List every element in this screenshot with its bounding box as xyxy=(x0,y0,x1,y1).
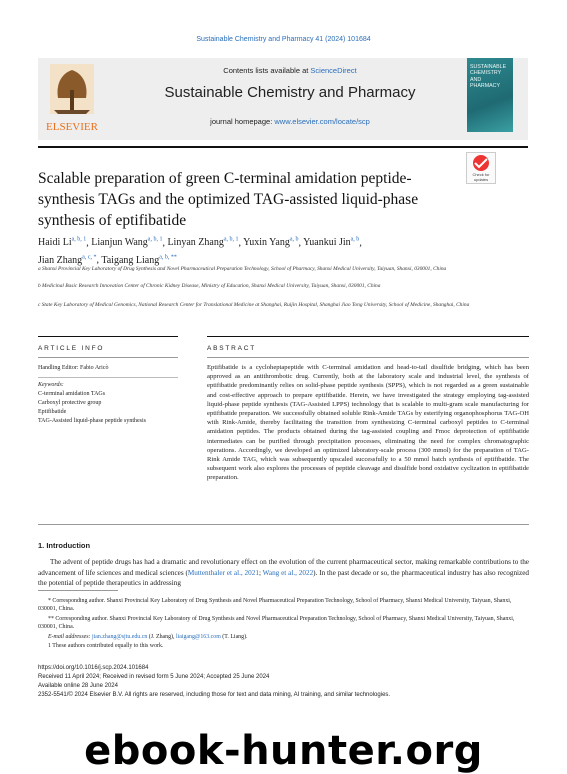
intro-heading: 1. Introduction xyxy=(38,541,91,550)
homepage-link[interactable]: www.elsevier.com/locate/scp xyxy=(274,117,370,126)
abstract-end-rule xyxy=(38,524,529,525)
abstract-rule xyxy=(207,336,529,337)
cover-title: SUSTAINABLE CHEMISTRY AND PHARMACY xyxy=(470,64,507,90)
keyword: C-terminal amidation TAGs xyxy=(38,391,106,397)
available-online: Available online 28 June 2024 xyxy=(38,683,118,689)
footnote-corresponding-2: ** Corresponding author. Shanxi Provincial Key Laboratory of Drug Synthesis and Novel Pharmaceutical Preparation Technology, School of Pharmacy, Shanxi Medical University, Taiyuan, Shanxi, 030001, China. xyxy=(38,616,515,631)
author[interactable]: Yuxin Yang$^{a, b}$ xyxy=(243,237,299,249)
keywords-rule xyxy=(38,377,178,378)
footnote-corresponding-1: * Corresponding author. Shanxi Provincial Key Laboratory of Drug Synthesis and Novel Pharmaceutical Preparation Technology, School of Pharmacy, Shanxi Medical University, Taiyuan, Shanxi, 030001, China. xyxy=(38,598,512,613)
author[interactable]: Taigang Liang$^{a, b, **}$ xyxy=(101,254,177,266)
footnote-rule xyxy=(38,590,118,591)
keywords-label: Keywords: xyxy=(38,382,64,388)
keyword: TAG-Assisted liquid-phase peptide synthesis xyxy=(38,418,147,424)
journal-cover xyxy=(467,58,513,132)
journal-reference[interactable]: Sustainable Chemistry and Pharmacy 41 (2024) 101684 xyxy=(196,36,371,43)
badge-label: Check for updates xyxy=(472,172,490,182)
author[interactable]: Lianjun Wang$^{a, b, 1}$ xyxy=(91,237,163,249)
contents-line xyxy=(110,66,470,75)
keyword: Eptifibatide xyxy=(38,409,67,415)
email-link[interactable]: liaigang@163.com xyxy=(175,634,221,640)
author[interactable]: Haidi Li$^{a, b, 1}$ xyxy=(38,237,87,249)
doi-link[interactable]: https://doi.org/10.1016/j.scp.2024.101684 xyxy=(38,665,149,671)
contents-prefix: Contents lists available at xyxy=(223,66,311,75)
citation-link[interactable]: Muttenthaler et al., 2021 xyxy=(187,568,259,577)
elsevier-logo xyxy=(42,60,102,136)
abstract-text: Eptifibatide is a cycloheptapeptide with C-terminal amidation and head-to-tail disulfide bridging, which has been approved as an antithrombotic drug. Currently, both at the laboratory scale and industrial level, the synthesis of eptifibatide predominantly relies on solid-phase peptide synthesis (SPPS), which is not regarded as a green sustainable and cost-effective approach to prepare eptifibatide. Herein, we have investigated the strategy employing tag-assisted liquid-phase peptide synthesis (TAG-Assisted LPPS) technology that is scalable to multi-gram scale manufacturing for eptifibatide preparation. We successfully obtained soluble Rink-Amide TAGs by esterifying organophosphorus TAG-OH with Rink-Amide, thereby facilitating the transition from synthesizing C-terminal carboxyl peptides to C-terminal amidation peptides. The products obtained during the tag-assisted coupling and Fmoc deprotection of eptifibatide intermediates can be purified through precipitation processes, eliminating the need for complex chromatographic operations. Accordingly, we developed an optimized laboratory-scale process (300 mmol) for the preparation of TAG-Rink Amide TAG, which was subsequently upscaled successfully to a 50 mmol batch synthesis of eptifibatide. The subsequent work also explores the processes of peptide cleavage and disulfide bond oxidative cyclization in eptifibatide preparation. xyxy=(207,364,529,482)
intro-paragraph: The advent of peptide drugs has had a dramatic and revolutionary effect on the evolution of the current pharmaceutical sector, making remarkable contributions to the advancement of life sciences and medical sciences (Muttenthaler et al., 2021; Wang et al., 2022). In the past decade or so, the pharmaceutical industry has also recognized the potential of peptide therapeutics in addressing xyxy=(38,558,530,587)
author-list: Haidi Li$^{a, b, 1}$, Lianjun Wang$^{a, b, 1}$, Linyan Zhang$^{a, b, 1}$, Yuxin Yang$^{a, b}$, Yuankui Jin$^{a, b}$, Jian Zhang$^{a, c, *}$, Taigang Liang$^{a, b, **}$ xyxy=(38,237,362,266)
footnote-equal-contribution: 1 These authors contributed equally to this work. xyxy=(48,643,164,649)
affiliation-b: b Medicinal Basic Research Innovation Center of Chronic Kidney Disease, Ministry of Education, Shanxi Medical University, Taiyuan, Shanxi, 030001, China xyxy=(38,283,381,289)
check-updates-icon xyxy=(467,153,495,173)
footnote-emails: E-mail addresses: jian.zhang@sjtu.edu.cn (J. Zhang), liaigang@163.com (T. Liang). xyxy=(48,634,248,640)
handling-editor: Handling Editor: Fabio Aricò xyxy=(38,365,109,371)
journal-title: Sustainable Chemistry and Pharmacy xyxy=(164,84,416,101)
check-for-updates-badge[interactable] xyxy=(466,152,496,184)
homepage-prefix: journal homepage: xyxy=(210,117,275,126)
keyword: Carboxyl protective group xyxy=(38,400,102,406)
header-divider xyxy=(38,146,528,148)
affiliation-a: a Shanxi Provincial Key Laboratory of Drug Synthesis and Novel Pharmaceutical Preparation Technology, School of Pharmacy, Shanxi Medical University, Taiyuan, Shanxi, 030001, China xyxy=(38,266,447,272)
received-dates: Received 11 April 2024; Received in revised form 5 June 2024; Accepted 25 June 2024 xyxy=(38,674,270,680)
author[interactable]: Linyan Zhang$^{a, b, 1}$ xyxy=(167,237,239,249)
abstract-rule-2 xyxy=(207,357,529,358)
article-info-rule-2 xyxy=(38,357,178,358)
email-link[interactable]: jian.zhang@sjtu.edu.cn xyxy=(91,634,148,640)
article-info-rule xyxy=(38,336,178,337)
affiliation-c: c State Key Laboratory of Medical Genomics, National Research Center for Translational Medicine at Shanghai, Ruijin Hospital, Shanghai Jiao Tong University, School of Medicine, Shanghai, China xyxy=(38,302,470,308)
homepage-line xyxy=(110,117,470,126)
author[interactable]: Jian Zhang$^{a, c, *}$ xyxy=(38,254,97,266)
copyright: 2352-5541/© 2024 Elsevier B.V. All rights are reserved, including those for text and data mining, AI training, and similar technologies. xyxy=(38,692,391,698)
article-info-heading: ARTICLE INFO xyxy=(38,345,105,352)
elsevier-wordmark: ELSEVIER xyxy=(46,121,98,133)
author[interactable]: Yuankui Jin$^{a, b}$ xyxy=(303,237,360,249)
watermark: ebook-hunter.org xyxy=(84,728,483,774)
abstract-heading: ABSTRACT xyxy=(207,345,257,352)
citation-link[interactable]: Wang et al., 2022 xyxy=(262,568,314,577)
sciencedirect-link[interactable]: ScienceDirect xyxy=(310,66,357,75)
article-title: Scalable preparation of green C-terminal amidation peptide-synthesis TAGs and the optimized TAG-assisted liquid-phase synthesis of eptifibatide xyxy=(38,170,419,229)
